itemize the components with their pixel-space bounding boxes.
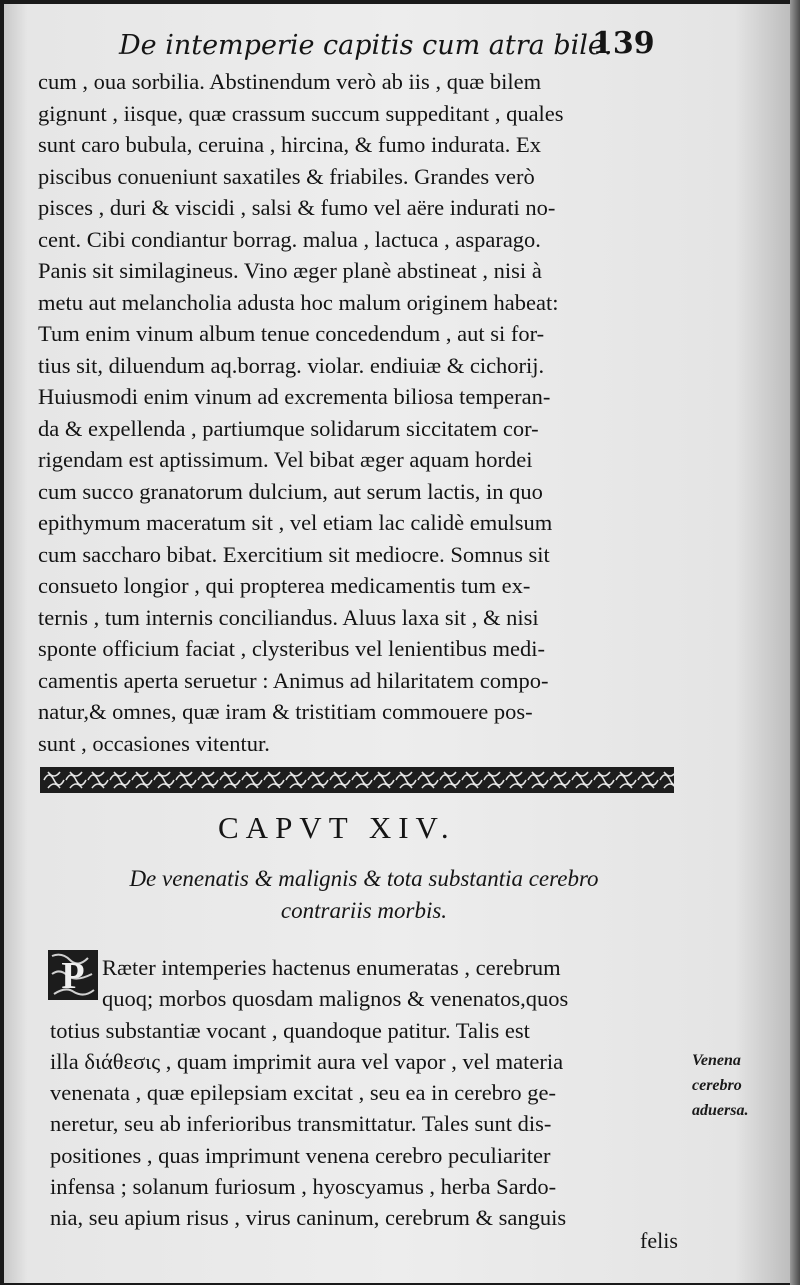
body-text-line: sponte officium faciat , clysteribus vel lenientibus medi- xyxy=(38,636,545,661)
body-text-line: natur,& omnes, quæ iram & tristitiam commouere pos- xyxy=(38,699,533,724)
body-text-block xyxy=(38,66,688,759)
section-text-line: quoq; morbos quosdam malignos & venenatos,quos xyxy=(102,986,569,1012)
body-text-line: ternis , tum internis conciliandus. Aluus laxa sit , & nisi xyxy=(38,604,539,630)
catchword: felis xyxy=(640,1228,678,1253)
body-text-line: Panis sit similagineus. Vino æger planè abstineat , nisi à xyxy=(38,258,542,283)
section-text-line: infensa ; solanum furiosum , hyoscyamus , herba Sardo- xyxy=(50,1174,557,1200)
section-text-line: totius substantiæ vocant , quandoque patitur. Talis est xyxy=(50,1017,530,1043)
page-edge-shadow xyxy=(790,0,800,1285)
body-text-line: gignunt , iisque, quæ crassum succum suppeditant , quales xyxy=(38,100,564,126)
body-text-line: Huiusmodi enim vinum ad excrementa biliosa temperan- xyxy=(38,384,551,409)
body-text-line: epithymum maceratum sit , vel etiam lac calidè emulsum xyxy=(38,510,553,535)
margin-note-line3: aduersa. xyxy=(692,1102,749,1119)
body-text-line: Tum enim vinum album tenue concedendum , aut si for- xyxy=(38,321,545,346)
body-text-line: tius sit, diluendum aq.borrag. violar. endiuiæ & cichorij. xyxy=(38,352,545,378)
body-text-line: cum succo granatorum dulcium, aut serum lactis, in quo xyxy=(38,478,543,504)
body-text-line: da & expellenda , partiumque solidarum siccitatem cor- xyxy=(38,415,539,441)
body-text-line: camentis aperta seruetur : Animus ad hilaritatem compo- xyxy=(38,667,549,693)
body-text-line: pisces , duri & viscidi , salsi & fumo vel aëre indurati no- xyxy=(38,195,556,220)
body-text-line: cent. Cibi condiantur borrag. malua , lactuca , asparago. xyxy=(38,226,541,252)
body-text-line: metu aut melancholia adusta hoc malum originem habeat: xyxy=(38,289,559,315)
body-text-line: cum saccharo bibat. Exercitium sit mediocre. Somnus sit xyxy=(38,541,550,567)
chapter-subtitle-line2: contrariis morbis. xyxy=(280,898,448,923)
drop-cap-letter: P xyxy=(61,955,85,997)
body-text-line: consueto longior , qui propterea medicamentis tum ex- xyxy=(38,573,531,598)
ornament-band xyxy=(40,766,674,794)
book-page xyxy=(4,4,790,1283)
body-text-line: sunt caro bubula, ceruina , hircina, & fumo indurata. Ex xyxy=(38,132,541,157)
section-text-line: venenata , quæ epilepsiam excitat , seu ea in cerebro ge- xyxy=(50,1080,557,1106)
body-text-line: sunt , occasiones vitentur. xyxy=(38,730,270,756)
section-text-line: Ræter intemperies hactenus enumeratas , cerebrum xyxy=(102,955,561,980)
section-text-line: positiones , quas imprimunt venena cerebro peculiariter xyxy=(50,1142,551,1168)
margin-note-line2: cerebro xyxy=(692,1077,742,1094)
chapter-subtitle-line1: De venenatis & malignis & tota substantia cerebro xyxy=(129,866,599,891)
running-title: De intemperie capitis cum atra bile. xyxy=(119,30,613,61)
body-text-line: cum , oua sorbilia. Abstinendum verò ab iis , quæ bilem xyxy=(38,69,542,94)
page-number: 139 xyxy=(592,26,655,61)
body-text-line: piscibus conueniunt saxatiles & friabiles. Grandes verò xyxy=(38,163,535,189)
section-text-block xyxy=(50,952,690,1234)
margin-note-line1: Venena xyxy=(692,1052,741,1069)
body-text-line: rigendam est aptissimum. Vel bibat æger aquam hordei xyxy=(38,447,533,472)
margin-note xyxy=(692,1048,782,1123)
section-text-line: nia, seu apium risus , virus caninum, cerebrum & sanguis xyxy=(50,1205,567,1231)
chapter-heading: CAPVT XIV. xyxy=(218,810,456,845)
section-text-line: neretur, seu ab inferioribus transmittatur. Tales sunt dis- xyxy=(50,1111,552,1137)
section-text-line: illa διάθεσις , quam imprimit aura vel vapor , vel materia xyxy=(50,1048,564,1074)
